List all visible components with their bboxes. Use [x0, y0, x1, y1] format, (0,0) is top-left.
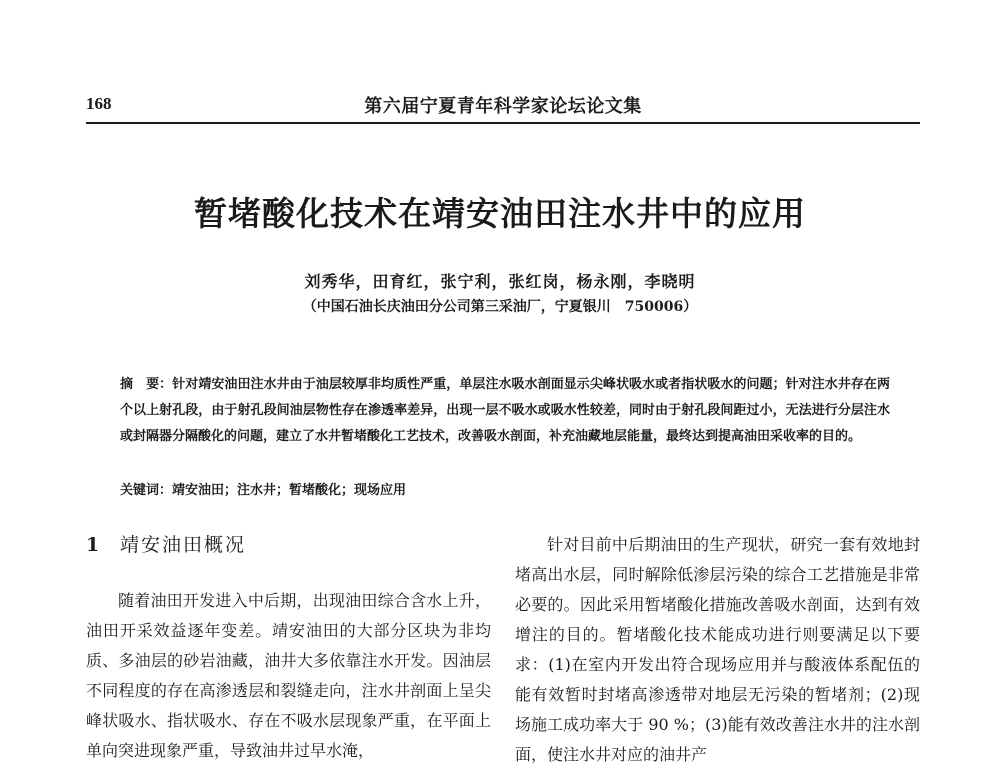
left-column [86, 530, 491, 766]
keywords [120, 478, 890, 504]
article-title: 暂堵酸化技术在靖安油田注水井中的应用 [194, 194, 806, 233]
right-column [515, 530, 920, 770]
abstract-label: 摘 要： [120, 377, 173, 392]
page-number: 168 [86, 94, 112, 113]
abstract [120, 372, 890, 450]
journal-title: 第六届宁夏青年科学家论坛论文集 [364, 96, 642, 117]
section-number: 1 [86, 534, 102, 556]
body-paragraph: 针对目前中后期油田的生产现状，研究一套有效地封堵高出水层，同时解除低渗层污染的综合工艺措施是非常必要的。因此采用暂堵酸化措施改善吸水剖面，达到有效增注的目的。暂堵酸化技术能成功进行则要满足以下要求：(1)在室内开发出符合现场应用并与酸液体系配伍的能有效暂时封堵高渗透带对地层无污染的暂堵剂；(2)现场施工成功率大于 90 %；(3)能有效改善注水井的注水剖面，使注水井对应的油井产 [515, 535, 920, 764]
section-heading [86, 530, 491, 564]
author-list: 刘秀华，田育红，张宁利，张红岗，杨永刚，李晓明 [304, 272, 696, 291]
author-affiliation: （中国石油长庆油田分公司第三采油厂，宁夏银川 750006） [302, 299, 698, 315]
running-header [86, 92, 920, 124]
section-title: 靖安油田概况 [120, 534, 247, 556]
abstract-text: 针对靖安油田注水井由于油层较厚非均质性严重，单层注水吸水剖面显示尖峰状吸水或者指状吸水的问题；针对注水井存在两个以上射孔段，由于射孔段间油层物性存在渗透率差异，出现一层不吸水或吸水性较差，同时由于射孔段间距过小，无法进行分层注水或封隔器分隔酸化的问题，建立了水井暂堵酸化工艺技术，改善吸水剖面，补充油藏地层能量，最终达到提高油田采收率的目的。 [120, 377, 890, 444]
keywords-label: 关键词： [120, 483, 173, 498]
body-paragraph: 随着油田开发进入中后期，出现油田综合含水上升，油田开采效益逐年变差。靖安油田的大部分区块为非均质、多油层的砂岩油藏，油井大多依靠注水开发。因油层不同程度的存在高渗透层和裂缝走向，注水井剖面上呈尖峰状吸水、指状吸水、存在不吸水层现象严重，在平面上单向突进现象严重，导致油井过早水淹， [86, 591, 491, 760]
keywords-text: 靖安油田；注水井；暂堵酸化；现场应用 [172, 483, 407, 498]
